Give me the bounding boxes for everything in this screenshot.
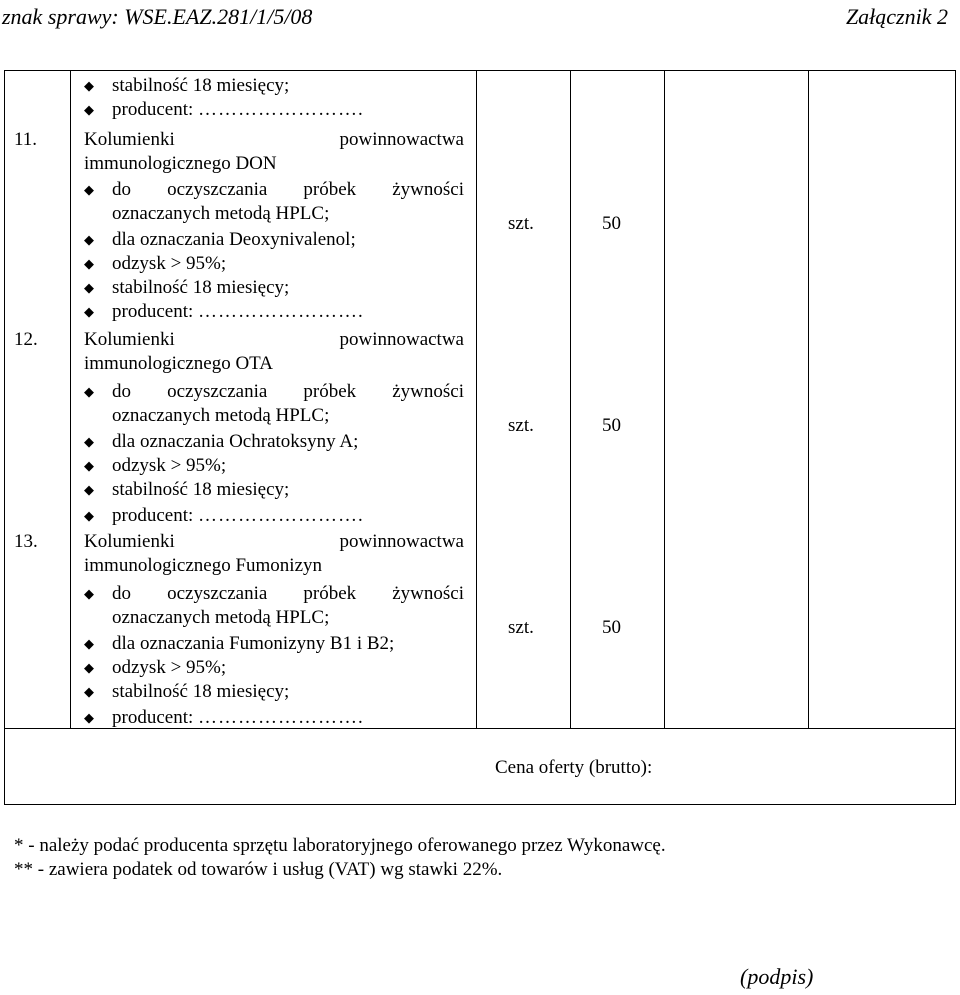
table-bottom-border xyxy=(4,804,956,805)
diamond-bullet-icon: ◆ xyxy=(84,636,94,651)
case-number: znak sprawy: WSE.EAZ.281/1/5/08 xyxy=(2,4,313,29)
diamond-bullet-icon: ◆ xyxy=(84,304,94,319)
col-divider-2 xyxy=(476,70,477,728)
item-title: Kolumienki powinnowactwa xyxy=(84,129,464,150)
item-title-line2: immunologicznego OTA xyxy=(84,353,273,374)
footnote: * - należy podać producenta sprzętu laboratoryjnego oferowanego przez Wykonawcę. xyxy=(14,835,666,856)
col-divider-3 xyxy=(570,70,571,728)
bullet-text: odzysk > 95%; xyxy=(112,253,227,274)
bullet-text: dla oznaczania Deoxynivalenol; xyxy=(112,229,356,250)
diamond-bullet-icon: ◆ xyxy=(84,586,94,601)
diamond-bullet-icon: ◆ xyxy=(84,684,94,699)
item-title-line2: immunologicznego Fumonizyn xyxy=(84,555,323,576)
item-quantity: 50 xyxy=(602,415,621,436)
diamond-bullet-icon: ◆ xyxy=(84,660,94,675)
diamond-bullet-icon: ◆ xyxy=(84,458,94,473)
diamond-bullet-icon: ◆ xyxy=(84,78,94,93)
item-title: Kolumienki powinnowactwa xyxy=(84,531,464,552)
item-purpose: do oczyszczania próbek żywności xyxy=(112,179,464,200)
diamond-bullet-icon: ◆ xyxy=(84,384,94,399)
item-purpose-line2: oznaczanych metodą HPLC; xyxy=(112,607,330,628)
item-unit: szt. xyxy=(508,415,534,436)
item-number: 11. xyxy=(14,129,38,150)
bullet-text: producent: ……………………. xyxy=(112,301,364,322)
item-purpose-line2: oznaczanych metodą HPLC; xyxy=(112,405,330,426)
bullet-text: producent: ……………………. xyxy=(112,99,364,120)
bullet-text: producent: ……………………. xyxy=(112,505,364,526)
diamond-bullet-icon: ◆ xyxy=(84,482,94,497)
item-unit: szt. xyxy=(508,617,534,638)
diamond-bullet-icon: ◆ xyxy=(84,710,94,725)
table-top-border xyxy=(4,70,956,71)
signature-label: (podpis) xyxy=(740,964,814,989)
item-number: 13. xyxy=(14,531,38,552)
diamond-bullet-icon: ◆ xyxy=(84,102,94,117)
diamond-bullet-icon: ◆ xyxy=(84,280,94,295)
bullet-text: dla oznaczania Ochratoksyny A; xyxy=(112,431,359,452)
col-divider-5 xyxy=(808,70,809,728)
item-quantity: 50 xyxy=(602,213,621,234)
item-title-line2: immunologicznego DON xyxy=(84,153,277,174)
bullet-text: stabilność 18 miesięcy; xyxy=(112,479,290,500)
attachment-label: Załącznik 2 xyxy=(845,4,948,29)
diamond-bullet-icon: ◆ xyxy=(84,232,94,247)
bullet-text: producent: ……………………. xyxy=(112,707,364,728)
item-unit: szt. xyxy=(508,213,534,234)
item-quantity: 50 xyxy=(602,617,621,638)
bullet-text: odzysk > 95%; xyxy=(112,657,227,678)
bullet-text: odzysk > 95%; xyxy=(112,455,227,476)
table-right-border xyxy=(955,70,956,805)
item-number: 12. xyxy=(14,329,38,350)
item-purpose: do oczyszczania próbek żywności xyxy=(112,381,464,402)
col-divider-1 xyxy=(70,70,71,728)
table-left-border xyxy=(4,70,5,805)
footnote: ** - zawiera podatek od towarów i usług (VAT) wg stawki 22%. xyxy=(14,859,503,880)
bullet-text: stabilność 18 miesięcy; xyxy=(112,277,290,298)
item-purpose: do oczyszczania próbek żywności xyxy=(112,583,464,604)
diamond-bullet-icon: ◆ xyxy=(84,508,94,523)
item-title: Kolumienki powinnowactwa xyxy=(84,329,464,350)
col-divider-4 xyxy=(664,70,665,728)
diamond-bullet-icon: ◆ xyxy=(84,434,94,449)
bullet-text: stabilność 18 miesięcy; xyxy=(112,681,290,702)
diamond-bullet-icon: ◆ xyxy=(84,256,94,271)
bullet-text: dla oznaczania Fumonizyny B1 i B2; xyxy=(112,633,395,654)
item-purpose-line2: oznaczanych metodą HPLC; xyxy=(112,203,330,224)
price-label: Cena oferty (brutto): xyxy=(495,757,653,778)
bullet-text: stabilność 18 miesięcy; xyxy=(112,75,290,96)
diamond-bullet-icon: ◆ xyxy=(84,182,94,197)
